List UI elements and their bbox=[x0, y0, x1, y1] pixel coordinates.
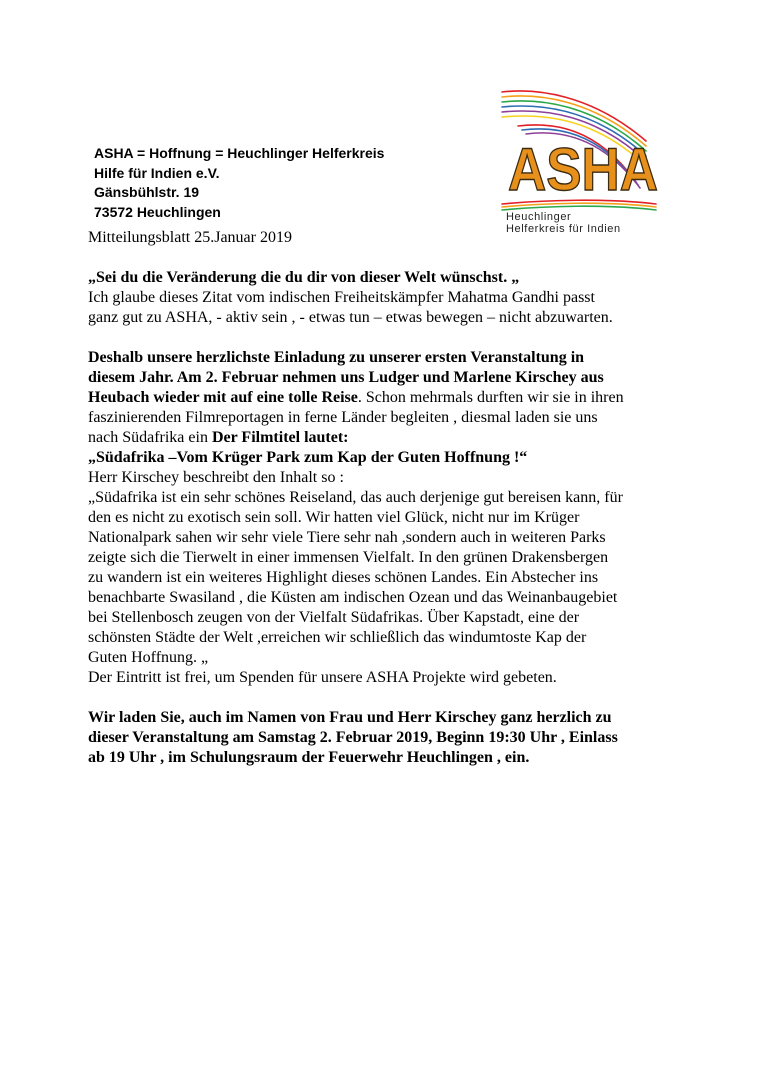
logo-subtitle-2: Helferkreis für Indien bbox=[506, 223, 621, 234]
quote-commentary: Ich glaube dieses Zitat vom indischen Freiheitskämpfer Mahatma Gandhi passt ganz gut zu ASHA, - aktiv sein , - etwas tun – etwas bewegen – nicht abzuwarten. bbox=[88, 289, 613, 326]
gandhi-quote: „Sei du die Veränderung die du dir von dieser Welt wünschst. „ bbox=[88, 269, 520, 286]
letter-body bbox=[88, 228, 728, 768]
sender-address bbox=[94, 144, 384, 222]
org-name: ASHA = Hoffnung = Heuchlinger Helferkreis bbox=[94, 145, 385, 161]
street-address: Gänsbühlstr. 19 bbox=[94, 184, 200, 200]
film-description: „Südafrika ist ein sehr schönes Reiseland, das auch derjenige gut bereisen kann, für den es nicht zu exotisch sein soll. Wir hatten viel Glück, nicht nur im Krüger Nationalpark sahen wir sehr viele Tiere sehr nah ,sondern auch in weiteren Parks zeigte sich die Tierwelt in einer immensen Vielfalt. In den grünen Drakensbergen zu wandern ist ein weiteres Highlight dieses schönen Landes. Ein Abstecher ins benachbarte Swasiland , die Küsten am indischen Ozean und das Weinanbaugebiet bei Stellenbosch zeugen von der Vielfalt Südafrikas. Über Kapstadt, eine der schönsten Städte der Welt ,erreichen wir schließlich das windumtoste Kap der Guten Hoffnung. „ bbox=[88, 489, 623, 666]
logo-word: ASHA bbox=[508, 136, 658, 203]
invitation-paragraph: Deshalb unsere herzlichste Einladung zu unserer ersten Veranstaltung in diesem Jahr. Am 2. Februar nehmen uns Ludger und Marlene Kirschey aus Heubach wieder mit auf eine tolle Reise. Schon mehrmals durften wir sie in ihren faszinierenden Filmreportagen in ferne Länder begleiten , diesmal laden sie uns nach Südafrika ein Der Filmtitel lautet: „Südafrika –Vom Krüger Park zum Kap der Guten Hoffnung !“ Herr Kirschey beschreibt den Inhalt so : bbox=[88, 348, 728, 488]
film-title: „Südafrika –Vom Krüger Park zum Kap der Guten Hoffnung !“ bbox=[88, 449, 528, 466]
closing-invitation: Wir laden Sie, auch im Namen von Frau und Herr Kirschey ganz herzlich zu dieser Veranstaltung am Samstag 2. Februar 2019, Beginn 19:30 Uhr , Einlass ab 19 Uhr , im Schulungsraum der Feuerwehr Heuchlingen , ein. bbox=[88, 709, 618, 766]
asha-logo bbox=[496, 86, 666, 234]
logo-subtitle-1: Heuchlinger bbox=[506, 211, 572, 223]
publication-date: Mitteilungsblatt 25.Januar 2019 bbox=[88, 229, 292, 246]
admission-note: Der Eintritt ist frei, um Spenden für unsere ASHA Projekte wird gebeten. bbox=[88, 669, 557, 686]
postal-city: 73572 Heuchlingen bbox=[94, 203, 221, 220]
org-subtitle: Hilfe für Indien e.V. bbox=[94, 164, 220, 181]
description-intro: Herr Kirschey beschreibt den Inhalt so : bbox=[88, 469, 344, 486]
